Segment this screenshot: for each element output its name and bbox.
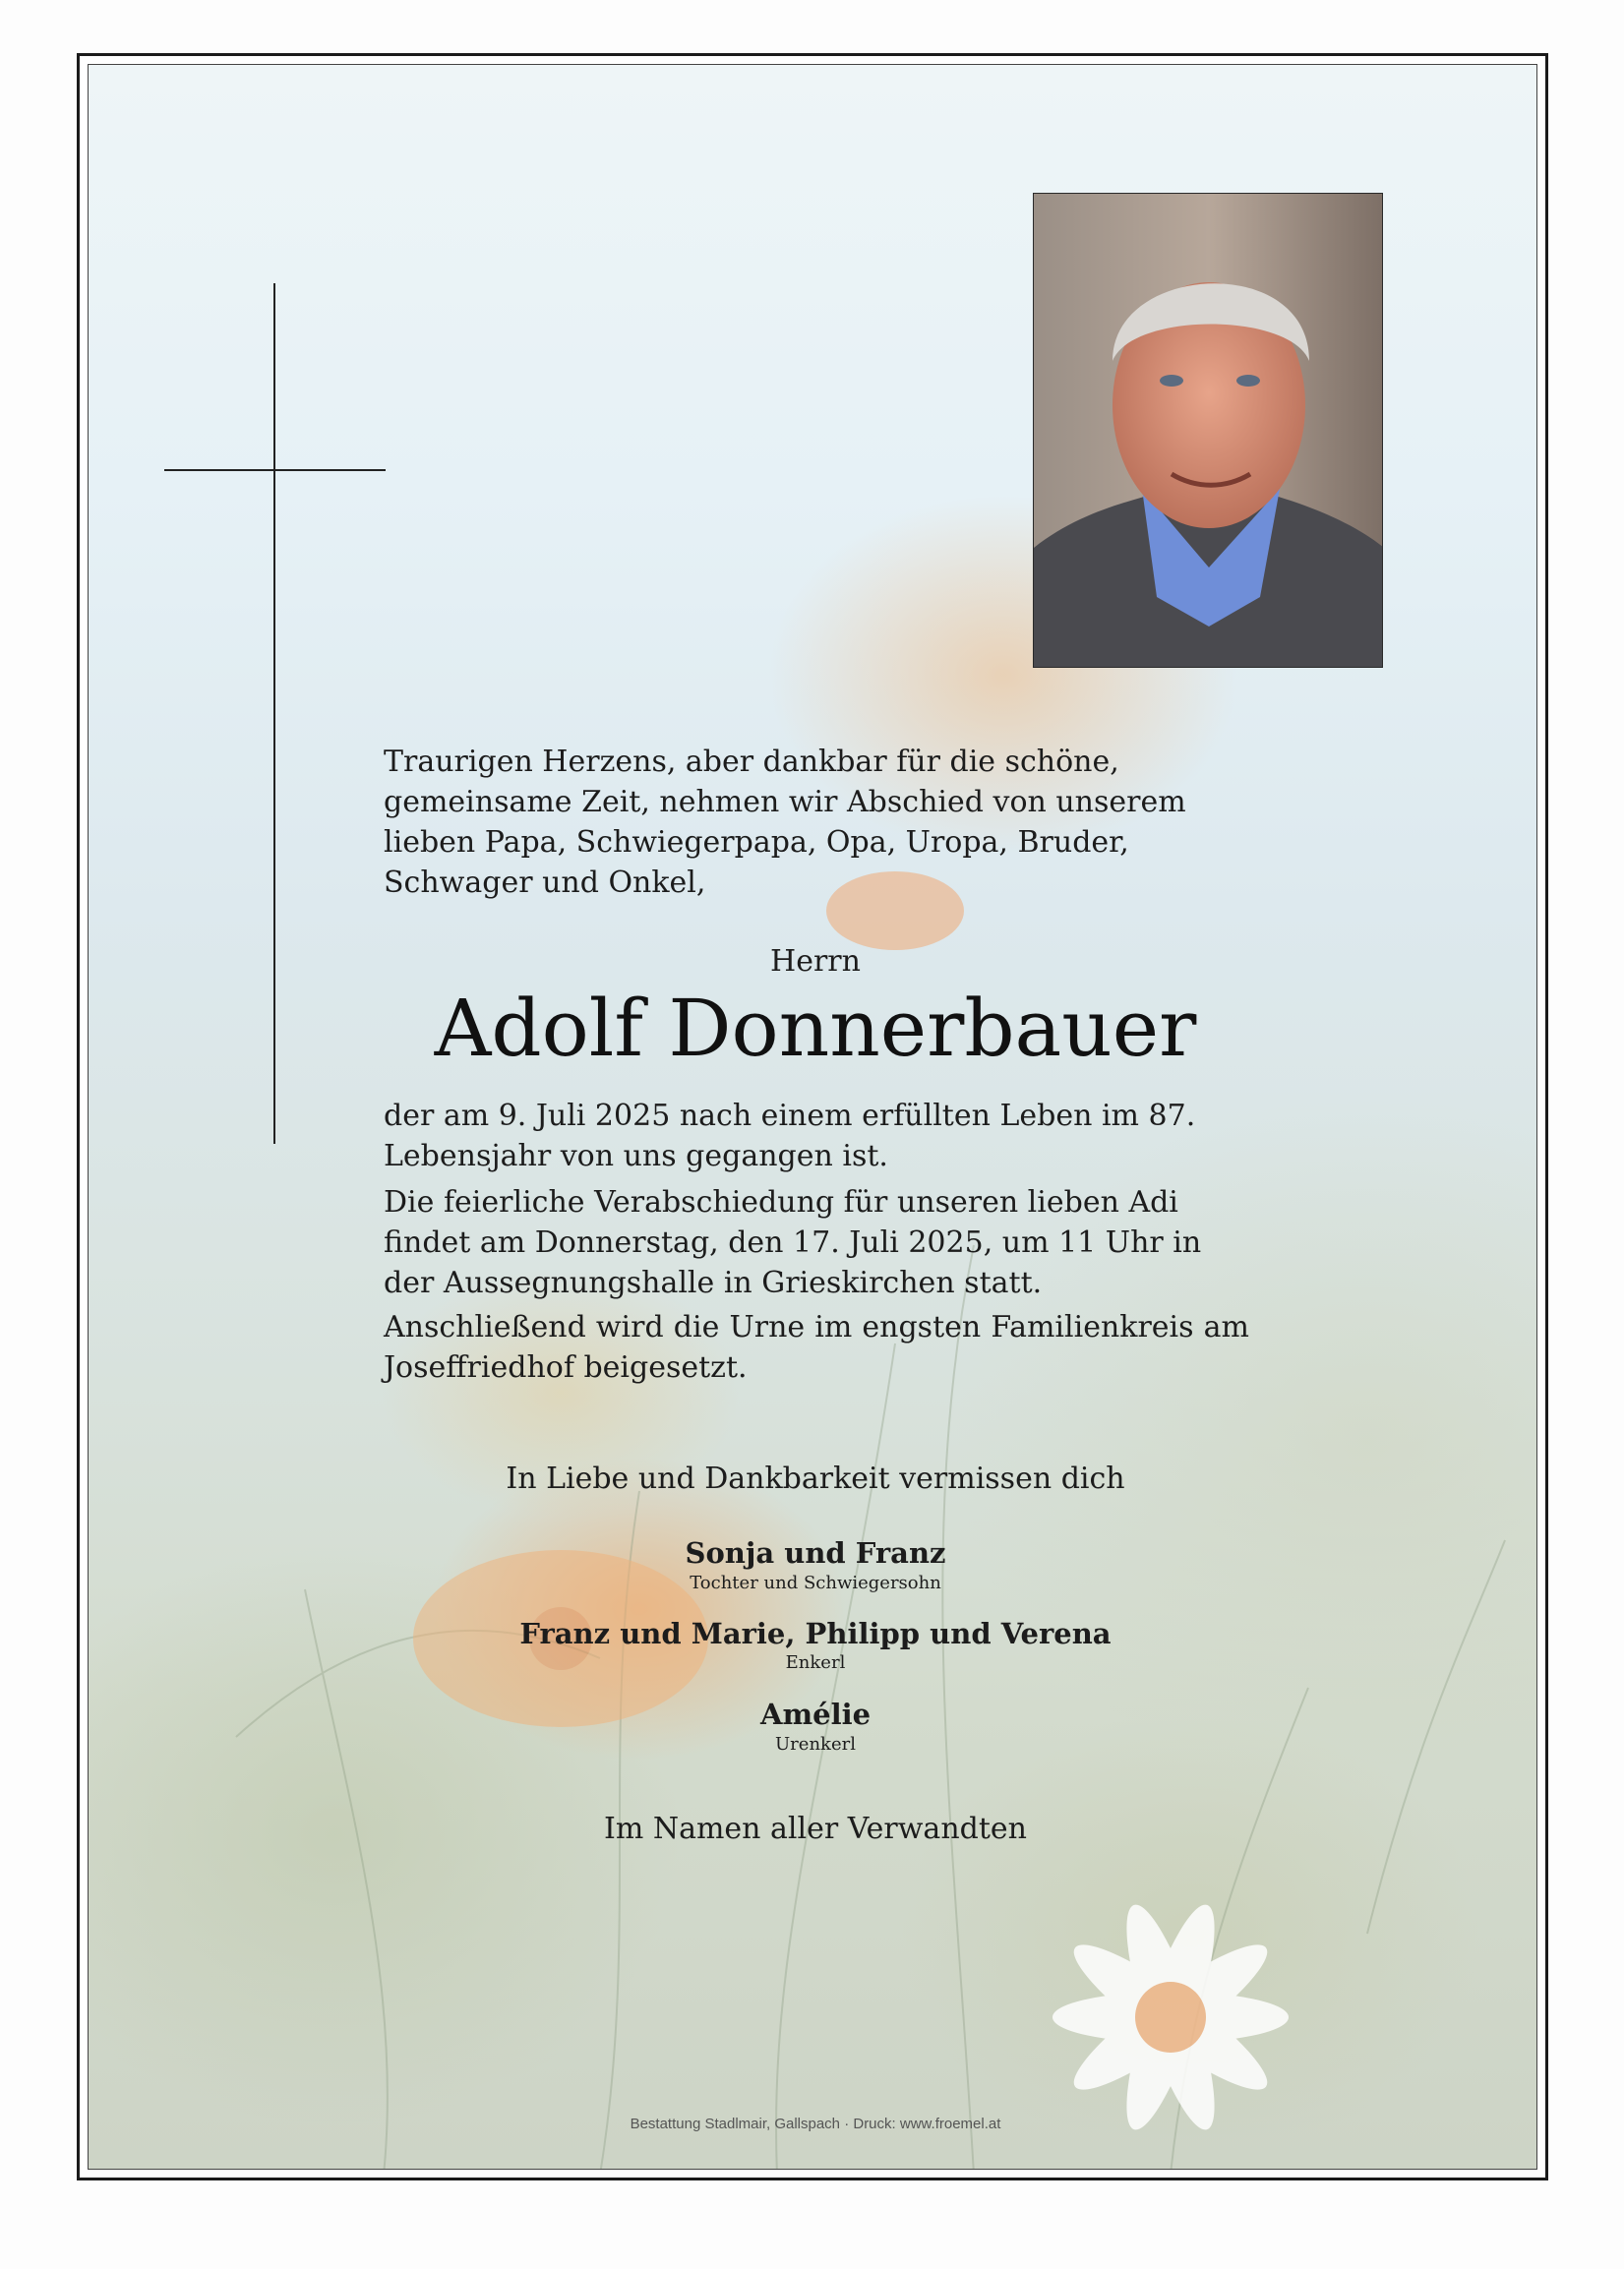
- mourner-name: Franz und Marie, Philipp und Verena: [519, 1617, 1112, 1650]
- intro-text: Traurigen Herzens, aber dankbar für die schöne, gemeinsame Zeit, nehmen wir Abschied von unserem lieben Papa, Schwiegerpapa, Opa, Uropa, Bruder, Schwager und Onkel,: [384, 745, 1186, 900]
- obituary-background: [88, 64, 1537, 2170]
- mourner-name: Sonja und Franz: [685, 1536, 946, 1570]
- passing-text: der am 9. Juli 2025 nach einem erfüllten Leben im 87. Lebensjahr von uns gegangen ist.: [384, 1099, 1196, 1173]
- portrait-photo: [1033, 193, 1383, 668]
- farewell-text: Die feierliche Verabschiedung für unseren lieben Adi findet am Donnerstag, den 17. Juli 2025, um 11 Uhr in der Aussegnungshalle in Grieskirchen statt.: [384, 1185, 1202, 1300]
- mourner-relation: Tochter und Schwiegersohn: [690, 1573, 941, 1593]
- mourner-relation: Urenkerl: [775, 1734, 856, 1755]
- obituary-frame: [77, 53, 1548, 2180]
- footer-credits: Bestattung Stadlmair, Gallspach · Druck: www.froemel.at: [630, 2116, 1001, 2132]
- relatives-line: Im Namen aller Verwandten: [604, 1812, 1027, 1846]
- salutation: Herrn: [770, 944, 861, 979]
- daisy: [1053, 1897, 1289, 2137]
- mourner-relation: Enkerl: [785, 1652, 846, 1673]
- cross-symbol-bar: [164, 469, 386, 471]
- love-line: In Liebe und Dankbarkeit vermissen dich: [506, 1462, 1125, 1496]
- mourner-name: Amélie: [759, 1698, 872, 1731]
- deceased-name: Adolf Donnerbauer: [434, 983, 1197, 1074]
- burial-text: Anschließend wird die Urne im engsten Familienkreis am Joseffriedhof beigesetzt.: [384, 1310, 1249, 1385]
